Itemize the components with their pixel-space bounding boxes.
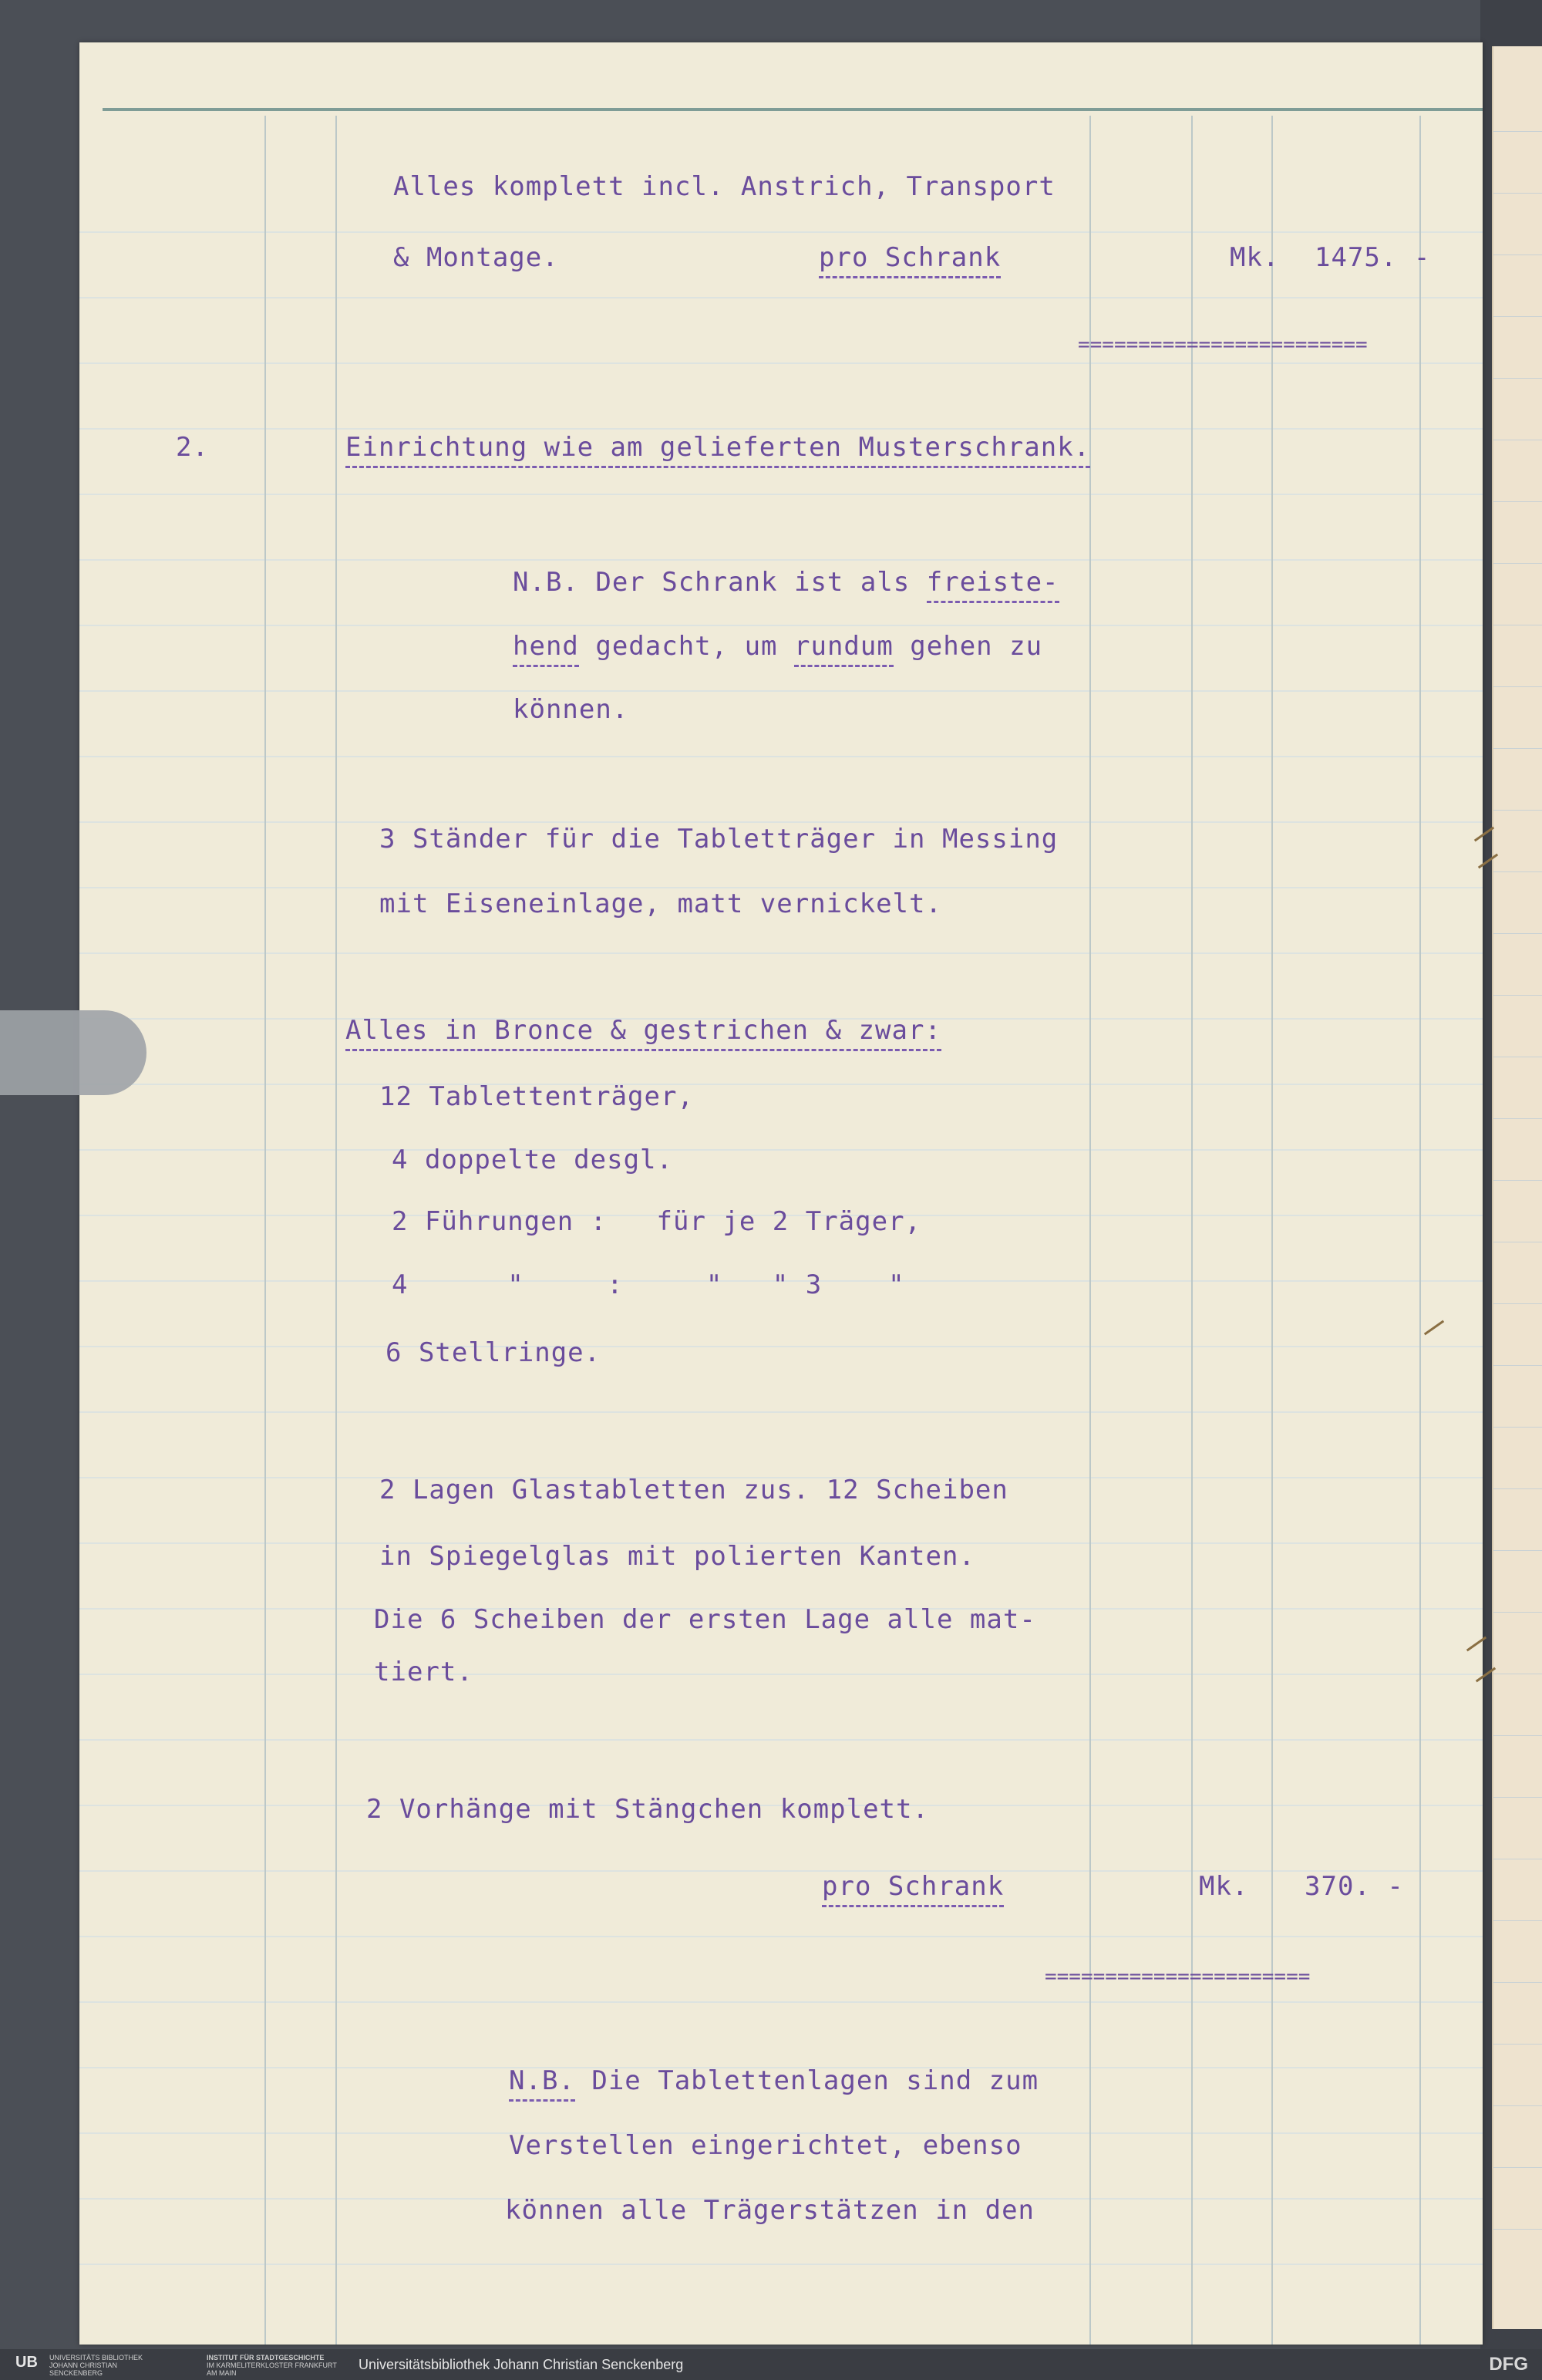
ub-text: UNIVERSITÄTS BIBLIOTHEK JOHANN CHRISTIAN SENCKENBERG xyxy=(49,2354,143,2377)
unit-label: pro Schrank xyxy=(819,242,1001,278)
column-rule xyxy=(264,116,266,2345)
document-page xyxy=(79,42,1483,2345)
total-rule: ======================== xyxy=(1078,333,1368,356)
price-currency: Mk. xyxy=(1230,242,1280,273)
column-rule xyxy=(1419,116,1421,2345)
adjacent-page-edge xyxy=(1492,46,1542,2329)
price-value: 370. - xyxy=(1305,1871,1404,1902)
column-rule xyxy=(335,116,337,2345)
note-line: Verstellen eingerichtet, ebenso xyxy=(509,2130,1022,2161)
note-line: N.B. Der Schrank ist als freiste- xyxy=(513,567,1059,598)
footer-bar xyxy=(0,2349,1542,2380)
list-item: 4 " : " " 3 " xyxy=(392,1269,905,1300)
item-number: 2. xyxy=(176,432,209,463)
text-line: 3 Ständer für die Tabletträger in Messing xyxy=(379,824,1059,855)
text-line: mit Eiseneinlage, matt vernickelt. xyxy=(379,888,942,919)
list-item: 2 Führungen : für je 2 Träger, xyxy=(392,1206,922,1237)
ub-logo: UB xyxy=(15,2354,38,2371)
unit-label: pro Schrank xyxy=(822,1871,1004,1907)
text-line: Alles komplett incl. Anstrich, Transport xyxy=(393,171,1055,202)
text-line: 2 Lagen Glastabletten zus. 12 Scheiben xyxy=(379,1475,1008,1505)
note-line: N.B. Die Tablettenlagen sind zum xyxy=(509,2065,1039,2096)
column-rule xyxy=(1271,116,1273,2345)
dfg-logo: DFG xyxy=(1489,2354,1528,2375)
note-line: können alle Trägerstätzen in den xyxy=(505,2195,1035,2226)
note-line: können. xyxy=(513,694,629,725)
text-line: tiert. xyxy=(374,1657,473,1687)
text-line: & Montage. xyxy=(393,242,559,273)
isg-text: INSTITUT FÜR STADTGESCHICHTE IM KARMELITERKLOSTER FRANKFURT AM MAIN xyxy=(207,2354,337,2377)
note-line: hend gedacht, um rundum gehen zu xyxy=(513,631,1042,662)
top-rule xyxy=(103,108,1483,111)
column-rule xyxy=(1191,116,1193,2345)
list-item: 12 Tablettenträger, xyxy=(379,1081,694,1112)
section-heading: Alles in Bronce & gestrichen & zwar: xyxy=(345,1015,941,1051)
text-line: Die 6 Scheiben der ersten Lage alle mat- xyxy=(374,1604,1036,1635)
text-line: in Spiegelglas mit polierten Kanten. xyxy=(379,1541,975,1572)
footer-credit: Universitätsbibliothek Johann Christian Senckenberg xyxy=(359,2357,684,2372)
list-item: 6 Stellringe. xyxy=(386,1337,601,1368)
item-heading: Einrichtung wie am gelieferten Musterschrank. xyxy=(345,432,1090,468)
total-rule: ====================== xyxy=(1045,1965,1311,1988)
bookmark-tab xyxy=(0,1010,146,1095)
text-line: 2 Vorhänge mit Stängchen komplett. xyxy=(366,1794,929,1825)
price-currency: Mk. xyxy=(1199,1871,1249,1902)
list-item: 4 doppelte desgl. xyxy=(392,1144,673,1175)
price-value: 1475. - xyxy=(1315,242,1431,273)
